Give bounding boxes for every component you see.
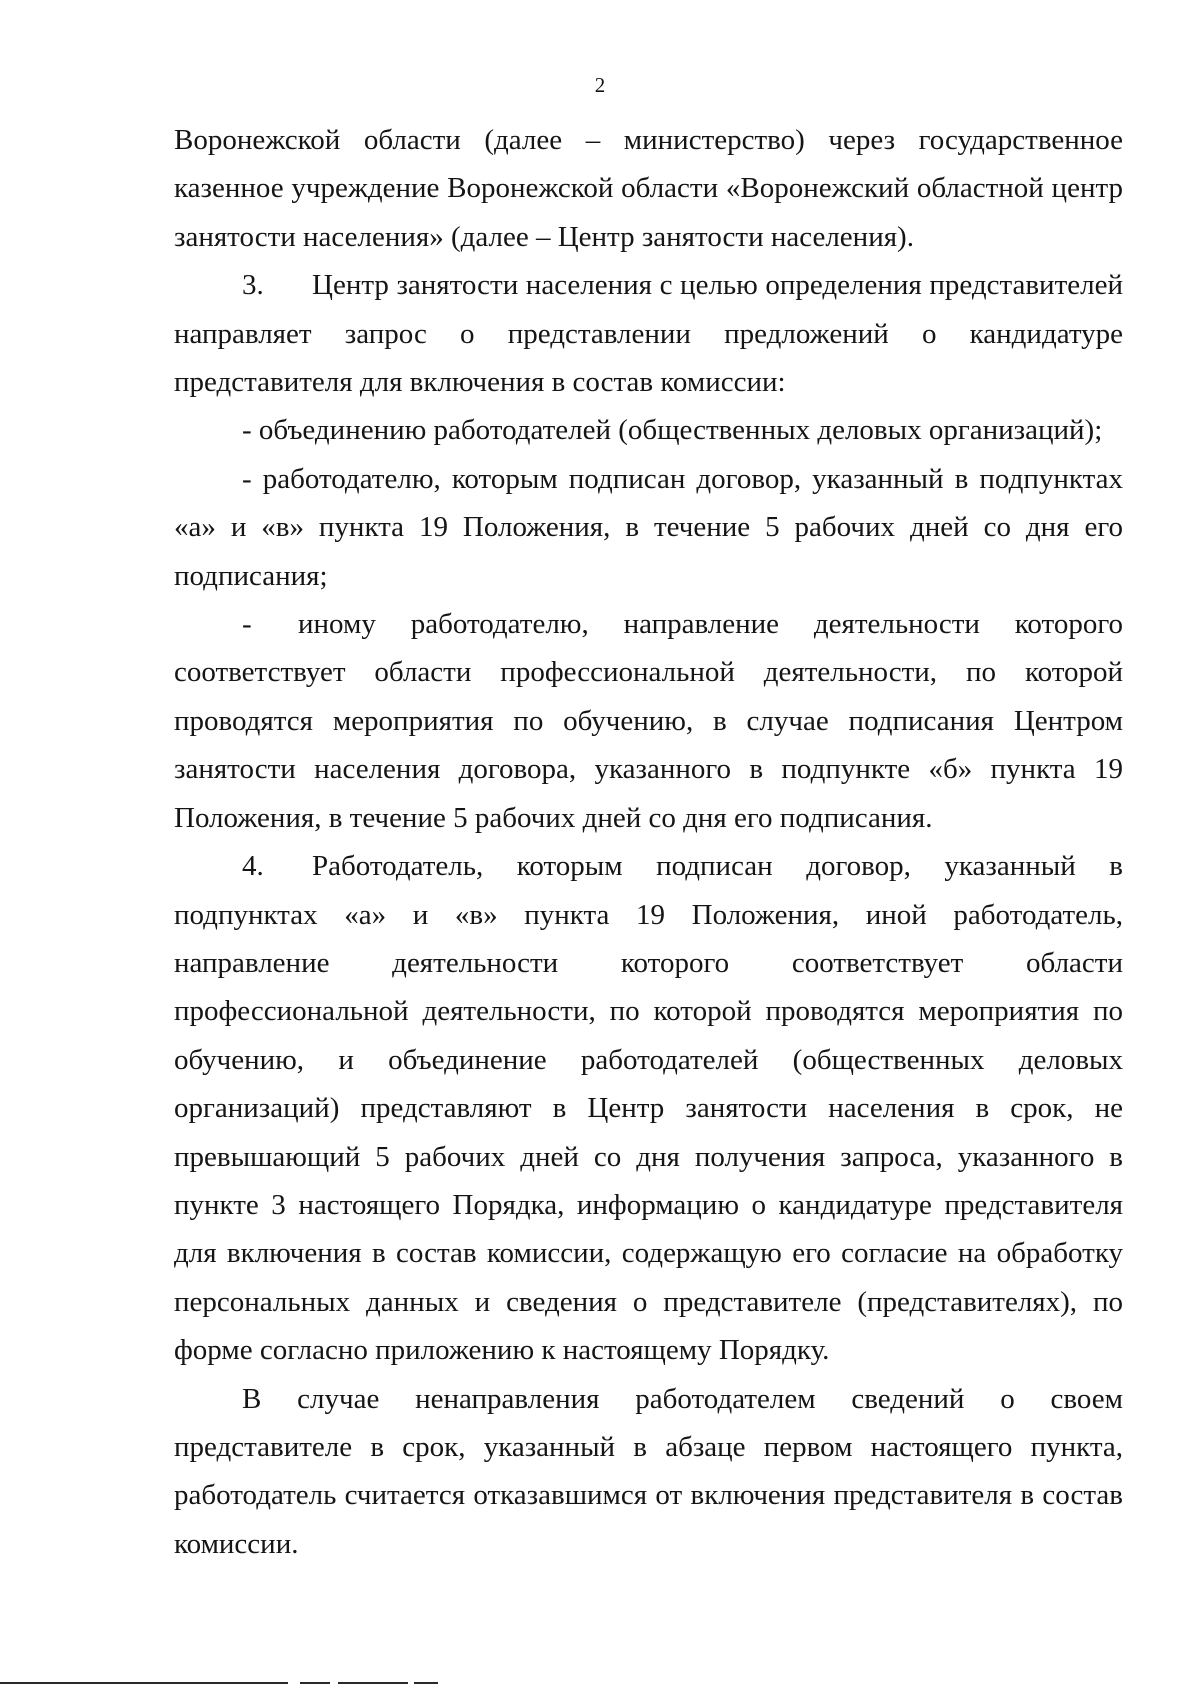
paragraph-item-4	[174, 842, 1123, 1374]
paragraph-text: иному работодателю, направление деятельности которого соответствует области профессиональной деятельности, по которой проводятся мероприятия по обучению, в случае подписания Центром занятости населения договора, указанного в подпункте «б» пункта 19 Положения, в течение 5 рабочих дней со дня его подписания.	[174, 608, 1123, 834]
scan-edge-line	[338, 1682, 408, 1684]
item-number: 4.	[242, 850, 264, 883]
paragraph-text: Работодатель, которым подписан договор, указанный в подпунктах «а» и «в» пункта 19 Положения, иной работодатель, направление деятельности которого соответствует области профессиональной деятельности, по которой проводятся мероприятия по обучению, и объединение работодателей (общественных деловых организаций) представляют в Центр занятости населения в срок, не превышающий 5 рабочих дней со дня получения запроса, указанного в пункте 3 настоящего Порядка, информацию о кандидатуре представителя для включения в состав комиссии, содержащую его согласие на обработку персональных данных и сведения о представителе (представителях), по форме согласно приложению к настоящему Порядку.	[174, 850, 1123, 1367]
list-item-employer-contract: - работодателю, которым подписан договор, указанный в подпунктах «а» и «в» пункта 19 Положения, в течение 5 рабочих дней со дня его подписания;	[174, 462, 1123, 592]
list-item-employers-association: - объединению работодателей (общественных деловых организаций);	[242, 414, 1103, 447]
list-item-other-employer	[174, 600, 1123, 842]
list-dash: -	[242, 608, 252, 641]
paragraph-item-3	[174, 261, 1123, 406]
paragraph-text: Центр занятости населения с целью определения представителей направляет запрос о представлении предложений о кандидатуре представителя для включения в состав комиссии:	[174, 269, 1123, 399]
paragraph-continuation: Воронежской области (далее – министерство) через государственное казенное учреждение Воронежской области «Воронежский областной центр занятости населения» (далее – Центр занятости населения).	[174, 124, 1123, 253]
document-body	[174, 116, 1123, 1568]
paragraph-non-submission: В случае ненаправления работодателем сведений о своем представителе в срок, указанный в абзаце первом настоящего пункта, работодатель считается отказавшимся от включения представителя в состав комиссии.	[174, 1382, 1123, 1560]
item-number: 3.	[242, 269, 264, 302]
scan-edge-line	[414, 1682, 438, 1684]
page-number: 2	[594, 73, 606, 97]
scan-edge-line	[300, 1682, 330, 1684]
scan-edge-line	[0, 1682, 288, 1684]
